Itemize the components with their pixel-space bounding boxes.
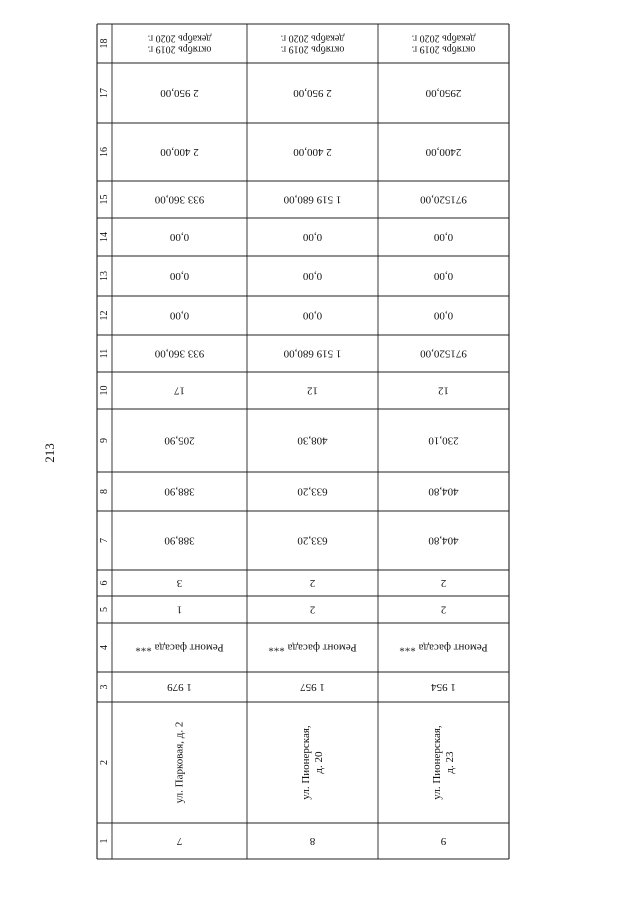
cell-c17: 2 950,00	[293, 87, 332, 99]
cell-c16: 2400,00	[425, 146, 462, 158]
cell-c11: 933 360,00	[154, 347, 205, 360]
column-number-2: 2	[99, 760, 110, 765]
cell-c8: 404,80	[428, 485, 459, 498]
cell-c5: 2	[440, 603, 447, 616]
cell-num: 7	[176, 835, 183, 847]
column-number-11: 11	[99, 348, 110, 359]
cell-period: декабрь 2020 г.	[147, 32, 212, 44]
cell-address: ул. Пионерская,	[431, 725, 443, 800]
cell-c16: 2 400,00	[160, 146, 199, 158]
column-number-14: 14	[99, 232, 110, 242]
column-number-7: 7	[99, 538, 110, 543]
column-number-13: 13	[99, 271, 110, 281]
column-number-10: 10	[99, 385, 110, 396]
cell-c11: 1 519 680,00	[283, 347, 342, 360]
cell-address: д. 23	[444, 751, 456, 774]
cell-c15: 1 519 680,00	[283, 193, 342, 206]
column-number-4: 4	[99, 645, 110, 650]
cell-period: октябрь 2019 г.	[147, 43, 212, 55]
cell-year: 1 954	[431, 681, 456, 693]
cell-c5: 2	[309, 603, 316, 616]
cell-c15: 971520,00	[420, 193, 467, 206]
cell-c9: 205,90	[164, 434, 195, 447]
column-number-1: 1	[99, 838, 110, 844]
cell-c16: 2 400,00	[293, 146, 332, 158]
cell-c6: 2	[440, 577, 447, 589]
cell-c9: 408,30	[297, 434, 328, 447]
cell-c12: 0,00	[433, 309, 454, 322]
cell-num: 9	[440, 835, 447, 847]
cell-address: д. 20	[313, 751, 325, 774]
column-number-8: 8	[99, 489, 110, 494]
column-number-3: 3	[99, 684, 110, 690]
cell-c8: 633,20	[297, 485, 328, 498]
cell-c17: 2 950,00	[160, 87, 199, 99]
column-number-12: 12	[99, 310, 110, 321]
cell-c17: 2950,00	[425, 87, 462, 99]
page-number: 213	[42, 443, 57, 463]
column-number-16: 16	[99, 147, 110, 157]
column-number-9: 9	[99, 438, 110, 443]
cell-c15: 933 360,00	[154, 193, 205, 206]
cell-year: 1 957	[300, 681, 325, 693]
column-number-17: 17	[99, 88, 110, 98]
cell-c11: 971520,00	[420, 347, 467, 360]
cell-work: Ремонт фасада ***	[135, 641, 224, 654]
cell-c6: 3	[176, 577, 183, 589]
cell-c7: 404,80	[428, 534, 459, 547]
column-number-5: 5	[99, 607, 110, 612]
cell-c14: 0,00	[169, 231, 190, 243]
cell-period: декабрь 2020 г.	[280, 32, 345, 44]
cell-work: Ремонт фасада ***	[268, 641, 357, 654]
cell-c13: 0,00	[169, 270, 190, 282]
cell-c12: 0,00	[302, 309, 323, 322]
cell-c7: 388,90	[164, 534, 195, 547]
cell-c9: 230,10	[428, 434, 459, 447]
cell-c10: 12	[438, 384, 449, 397]
column-number-15: 15	[99, 194, 110, 205]
column-number-18: 18	[99, 38, 110, 49]
cell-c5: 1	[176, 603, 183, 616]
cell-num: 8	[309, 835, 316, 847]
cell-c6: 2	[309, 577, 316, 589]
cell-address: ул. Пионерская,	[300, 725, 312, 800]
cell-c12: 0,00	[169, 309, 190, 322]
cell-c14: 0,00	[433, 231, 454, 243]
cell-c8: 388,90	[164, 485, 195, 498]
cell-address: ул. Парковая, д. 2	[173, 721, 186, 804]
cell-c13: 0,00	[433, 270, 454, 282]
cell-year: 1 979	[167, 681, 192, 693]
cell-c10: 17	[174, 384, 185, 397]
cell-c7: 633,20	[297, 534, 328, 547]
cell-period: октябрь 2019 г.	[280, 43, 345, 55]
column-number-6: 6	[99, 580, 110, 586]
cell-c14: 0,00	[302, 231, 323, 243]
cell-period: октябрь 2019 г.	[411, 43, 476, 55]
cell-c13: 0,00	[302, 270, 323, 282]
cell-c10: 12	[307, 384, 318, 397]
cell-work: Ремонт фасада ***	[399, 641, 488, 654]
cell-period: декабрь 2020 г.	[411, 32, 476, 44]
